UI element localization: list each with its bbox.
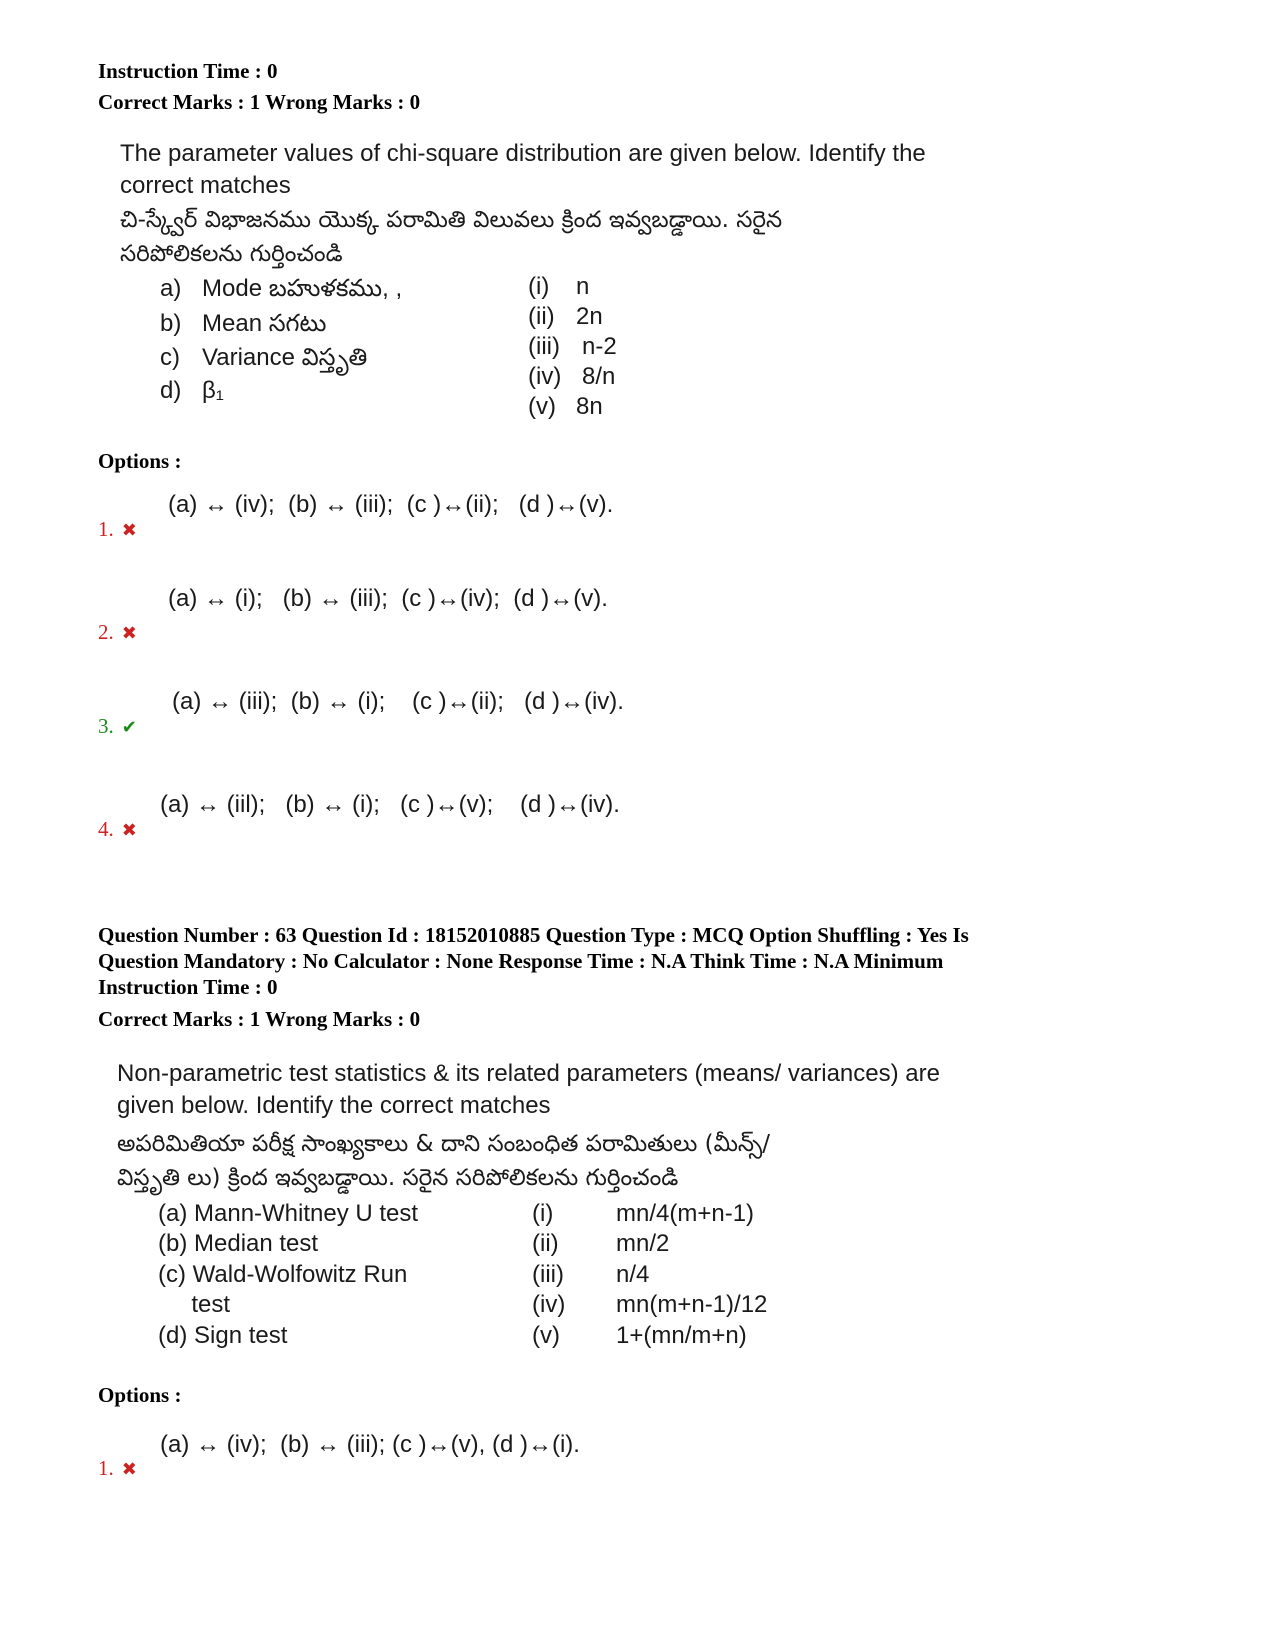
match-left-item: (c) Wald-Wolfowitz Run — [158, 1261, 408, 1288]
match-text: 8n — [576, 393, 603, 420]
cross-icon: ✖ — [121, 520, 137, 541]
match-right-item — [528, 302, 603, 332]
match-key: a) — [160, 275, 182, 302]
match-right-item — [532, 1229, 669, 1259]
option-index: 3. — [98, 714, 114, 738]
match-text: Mean సగటు — [202, 310, 327, 337]
instruction-time: Instruction Time : 0 — [98, 975, 278, 999]
match-right-item — [532, 1290, 767, 1320]
cross-icon: ✖ — [121, 1459, 137, 1480]
match-left-item — [160, 274, 402, 304]
match-right-item — [528, 362, 615, 392]
match-text: n — [576, 273, 590, 300]
question-line: చి-స్క్వేర్ విభాజనము యొక్క పరామితి విలువలు క్రింద ఇవ్వబడ్డాయి. సరైన — [120, 207, 783, 233]
option-text[interactable]: (a) ↔ (iv); (b) ↔ (iii); (c )↔(ii); (d )↔(v). — [168, 491, 614, 518]
option-number — [98, 517, 137, 543]
match-key: (i) — [532, 1200, 554, 1227]
option-text[interactable]: (a) ↔ (iv); (b) ↔ (iii); (c )↔(v), (d )↔(i). — [160, 1431, 580, 1458]
checkmark-icon: ✔ — [121, 717, 137, 738]
match-left-item: (b) Median test — [158, 1230, 319, 1257]
match-text: mn/4(m+n-1) — [616, 1200, 755, 1227]
match-left-item — [160, 343, 367, 373]
option-text[interactable]: (a) ↔ (iil); (b) ↔ (i); (c )↔(v); (d )↔(iv). — [160, 791, 620, 818]
question-text-telugu — [120, 203, 782, 271]
match-text: 1+(mn/m+n) — [616, 1322, 747, 1349]
instruction-time: Instruction Time : 0 — [98, 59, 278, 83]
match-key: (ii) — [532, 1230, 559, 1257]
match-text: n/4 — [616, 1261, 650, 1288]
match-right-item — [528, 332, 617, 362]
match-left-item: test — [158, 1291, 231, 1318]
option-text[interactable]: (a) ↔ (i); (b) ↔ (iii); (c )↔(iv); (d )↔(v). — [168, 585, 608, 612]
match-key: (iii) — [528, 333, 560, 360]
marks-info: Correct Marks : 1 Wrong Marks : 0 — [98, 90, 421, 114]
question-line: అపరిమితియా పరీక్ష సాంఖ్యకాలు & దాని సంబంధిత పరామితులు (మీన్స్/ — [117, 1131, 771, 1157]
options-label: Options : — [98, 1383, 182, 1407]
option-number — [98, 620, 137, 646]
match-key: (iii) — [532, 1261, 564, 1288]
match-key: (i) — [528, 273, 550, 300]
match-left-item: (d) Sign test — [158, 1322, 288, 1349]
match-key: (v) — [528, 393, 556, 420]
question-line: given below. Identify the correct matches — [117, 1092, 551, 1119]
match-text: n-2 — [582, 333, 617, 360]
match-right-item — [532, 1321, 747, 1351]
match-key: (iv) — [532, 1291, 566, 1318]
option-number — [98, 817, 137, 843]
question-line: విస్తృతి లు) క్రింద ఇవ్వబడ్డాయి. సరైన సరిపోలికలను గుర్తించండి — [117, 1165, 679, 1191]
question-line: Non-parametric test statistics & its related parameters (means/ variances) are — [117, 1060, 940, 1087]
option-text[interactable]: (a) ↔ (iii); (b) ↔ (i); (c )↔(ii); (d )↔(iv). — [172, 688, 624, 715]
cross-icon: ✖ — [121, 820, 137, 841]
match-text: mn(m+n-1)/12 — [616, 1291, 768, 1318]
match-right-item — [532, 1260, 649, 1290]
match-key: b) — [160, 310, 182, 337]
question-text-english — [117, 1058, 940, 1122]
option-index: 4. — [98, 817, 114, 841]
marks-info: Correct Marks : 1 Wrong Marks : 0 — [98, 1007, 421, 1031]
match-key: (ii) — [528, 303, 555, 330]
question-meta: Question Number : 63 Question Id : 18152010885 Question Type : MCQ Option Shuffling : Yes Is — [98, 923, 969, 947]
match-left-item — [160, 376, 224, 406]
question-text-english — [120, 138, 926, 202]
option-index: 2. — [98, 620, 114, 644]
match-left-item — [160, 309, 326, 339]
match-text: β₁ — [202, 377, 224, 404]
question-meta: Question Mandatory : No Calculator : None Response Time : N.A Think Time : N.A Minimum — [98, 949, 944, 973]
match-text: mn/2 — [616, 1230, 670, 1257]
options-label: Options : — [98, 449, 182, 473]
match-text: 2n — [576, 303, 603, 330]
match-key: c) — [160, 344, 180, 371]
question-line: correct matches — [120, 172, 291, 199]
match-right-item — [528, 272, 589, 302]
option-index: 1. — [98, 517, 114, 541]
match-key: (iv) — [528, 363, 562, 390]
match-left-item: (a) Mann-Whitney U test — [158, 1200, 419, 1227]
match-text: Variance విస్తృతి — [202, 344, 368, 371]
question-text-telugu — [117, 1127, 770, 1195]
option-number — [98, 714, 137, 740]
cross-icon: ✖ — [121, 623, 137, 644]
match-key: (v) — [532, 1322, 560, 1349]
match-text: Mode బహుళకము, , — [202, 275, 403, 302]
match-right-item — [528, 392, 603, 422]
match-text: 8/n — [582, 363, 616, 390]
match-right-item — [532, 1199, 754, 1229]
match-key: d) — [160, 377, 182, 404]
question-line: సరిపోలికలను గుర్తించండి — [120, 241, 343, 267]
option-number — [98, 1456, 137, 1482]
option-index: 1. — [98, 1456, 114, 1480]
question-line: The parameter values of chi-square distribution are given below. Identify the — [120, 140, 926, 167]
